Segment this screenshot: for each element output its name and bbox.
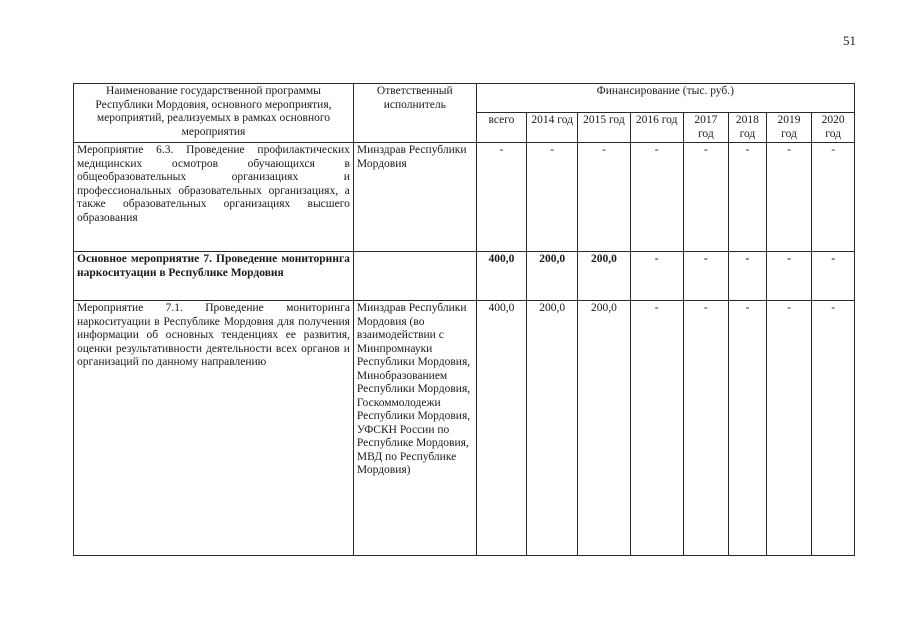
header-year-2016: 2016 год [630, 113, 683, 143]
row-value: - [630, 301, 683, 556]
row-name: Мероприятие 6.3. Проведение профилактических медицинских осмотров обучающихся в общеобразовательных организациях и профессиональных образовательных организациях, а также образовательных организациях высшего образования [74, 143, 354, 252]
row-value: - [812, 252, 855, 301]
row-executor: Минздрав Республики Мордовия (во взаимодействии с Минпромнауки Республики Мордовия, Минобразованием Республики Мордовия, Госкоммолодежи Республики Мордовия, УФСКН России по Республике Мордовия, МВД по Республике Мордовия) [353, 301, 476, 556]
table-row [74, 143, 855, 252]
row-name: Мероприятие 7.1. Проведение мониторинга наркоситуации в Республике Мордовия для получения информации об основных тенденциях ее развития, оценки результативности деятельности всех органов и организаций по данному направлению [74, 301, 354, 556]
row-value: - [683, 252, 729, 301]
row-value: - [630, 143, 683, 252]
row-value: - [578, 143, 631, 252]
row-total: 400,0 [476, 252, 527, 301]
row-value: 200,0 [527, 301, 578, 556]
row-value: - [683, 301, 729, 556]
row-value: - [812, 143, 855, 252]
header-year-2020: 2020 год [812, 113, 855, 143]
row-value: - [766, 143, 812, 252]
row-value: - [683, 143, 729, 252]
row-value: - [812, 301, 855, 556]
row-value: 200,0 [578, 301, 631, 556]
row-executor [353, 252, 476, 301]
table-row [74, 252, 855, 301]
header-year-2019: 2019 год [766, 113, 812, 143]
row-value: - [729, 143, 767, 252]
header-year-2014: 2014 год [527, 113, 578, 143]
header-row-1 [74, 84, 855, 113]
header-financing: Финансирование (тыс. руб.) [476, 84, 854, 113]
row-value: - [527, 143, 578, 252]
row-value: 200,0 [527, 252, 578, 301]
row-value: - [766, 252, 812, 301]
row-value: - [766, 301, 812, 556]
header-executor: Ответственный исполнитель [353, 84, 476, 143]
row-executor: Минздрав Республики Мордовия [353, 143, 476, 252]
header-total: всего [476, 113, 527, 143]
page-number: 51 [843, 33, 856, 48]
row-total: - [476, 143, 527, 252]
table-row [74, 301, 855, 556]
header-year-2017: 2017 год [683, 113, 729, 143]
financing-table [73, 83, 855, 556]
row-total: 400,0 [476, 301, 527, 556]
row-value: - [630, 252, 683, 301]
row-value: - [729, 301, 767, 556]
header-year-2015: 2015 год [578, 113, 631, 143]
row-name: Основное мероприятие 7. Проведение мониторинга наркоситуации в Республике Мордовия [74, 252, 354, 301]
row-value: - [729, 252, 767, 301]
header-year-2018: 2018 год [729, 113, 767, 143]
row-value: 200,0 [578, 252, 631, 301]
header-name: Наименование государственной программы Республики Мордовия, основного мероприятия, мероприятий, реализуемых в рамках основного мероприятия [74, 84, 354, 143]
